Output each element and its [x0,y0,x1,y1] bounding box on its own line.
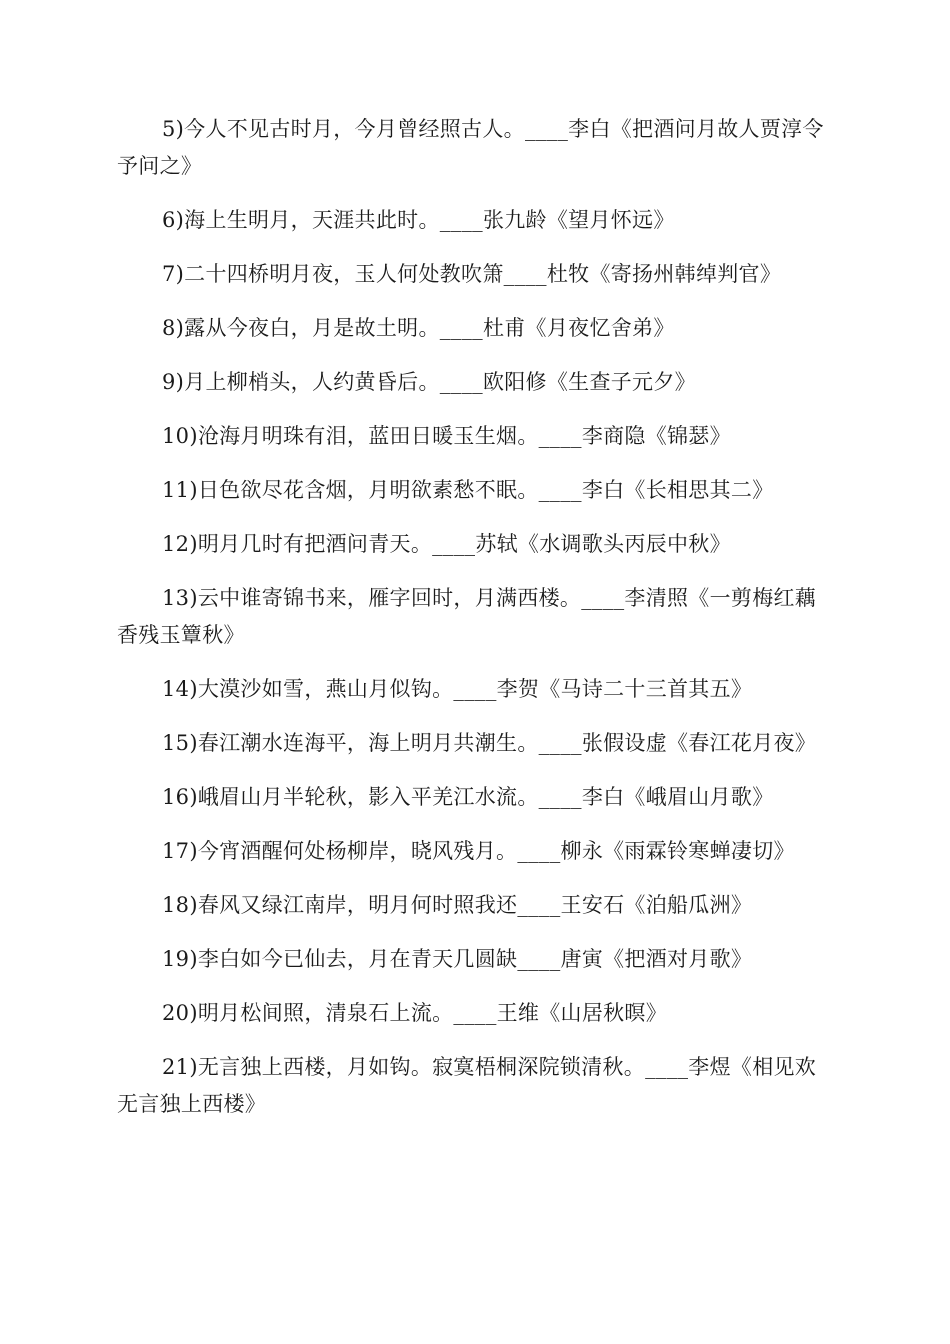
poem-line-5: 5)今人不见古时月，今月曾经照古人。____李白《把酒问月故人贾淳令予问之》 [117,117,824,178]
poem-line-21: 21)无言独上西楼，月如钩。寂寞梧桐深院锁清秋。____李煜《相见欢无言独上西楼》 [117,1055,817,1116]
poem-line-10: 10)沧海月明珠有泪，蓝田日暖玉生烟。____李商隐《锦瑟》 [162,424,731,448]
poem-list [117,111,833,1140]
poem-line-8: 8)露从今夜白，月是故土明。____杜甫《月夜忆舍弟》 [162,316,675,340]
poem-line-12: 12)明月几时有把酒问青天。____苏轼《水调歌头丙辰中秋》 [162,532,731,556]
poem-line-20: 20)明月松间照，清泉石上流。____王维《山居秋暝》 [162,1001,668,1025]
poem-line-17: 17)今宵酒醒何处杨柳岸，晓风残月。____柳永《雨霖铃寒蝉凄切》 [162,839,795,863]
poem-line-11: 11)日色欲尽花含烟，月明欲素愁不眠。____李白《长相思其二》 [162,478,774,502]
poem-line-18: 18)春风又绿江南岸，明月何时照我还____王安石《泊船瓜洲》 [162,893,753,917]
poem-line-16: 16)峨眉山月半轮秋，影入平羌江水流。____李白《峨眉山月歌》 [162,785,774,809]
poem-line-15: 15)春江潮水连海平，海上明月共潮生。____张假设虚《春江花月夜》 [162,731,817,755]
poem-line-6: 6)海上生明月，天涯共此时。____张九龄《望月怀远》 [162,208,675,232]
poem-line-7: 7)二十四桥明月夜，玉人何处教吹箫____杜牧《寄扬州韩绰判官》 [162,262,782,286]
poem-line-19: 19)李白如今已仙去，月在青天几圆缺____唐寅《把酒对月歌》 [162,947,753,971]
poem-line-14: 14)大漠沙如雪，燕山月似钩。____李贺《马诗二十三首其五》 [162,677,753,701]
poem-line-9: 9)月上柳梢头，人约黄昏后。____欧阳修《生查子元夕》 [162,370,696,394]
poem-line-13: 13)云中谁寄锦书来，雁字回时，月满西楼。____李清照《一剪梅红藕香残玉簟秋》 [117,586,817,647]
